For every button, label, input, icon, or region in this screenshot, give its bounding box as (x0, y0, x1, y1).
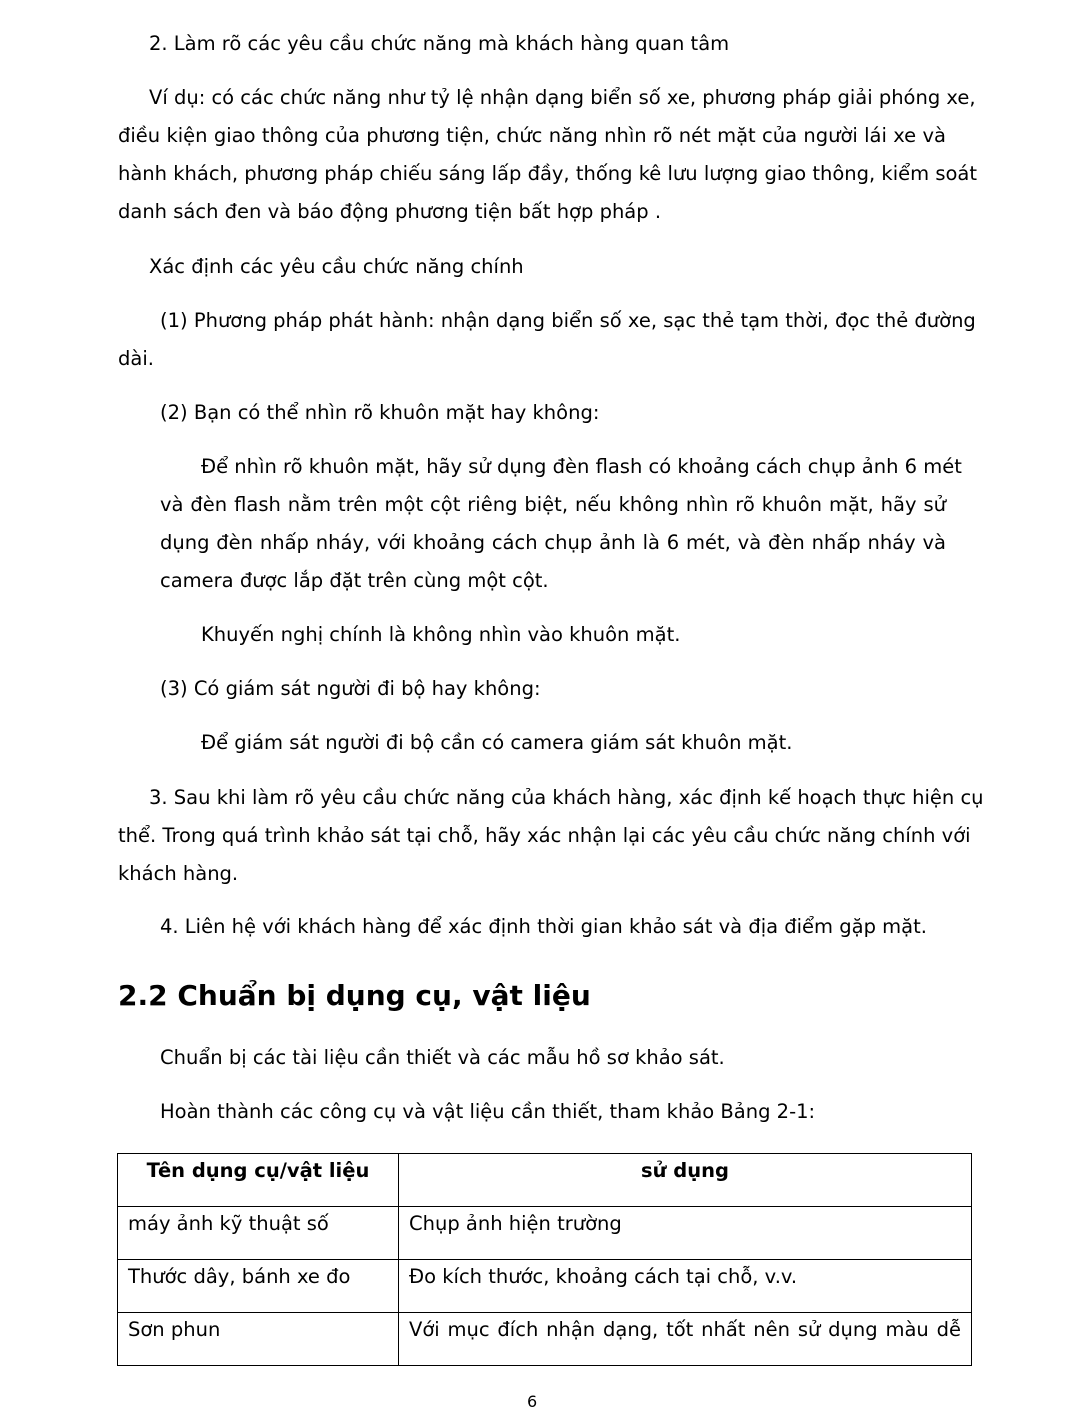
table-cell-tool: Sơn phun (118, 1313, 399, 1366)
item-3-line-1: 3. Sau khi làm rõ yêu cầu chức năng của khách hàng, xác định kế hoạch thực hiện cụ (149, 786, 984, 809)
item-3-line-2: thể. Trong quá trình khảo sát tại chỗ, hãy xác nhận lại các yêu cầu chức năng chính với (118, 824, 971, 847)
prep-docs: Chuẩn bị các tài liệu cần thiết và các mẫu hồ sơ khảo sát. (160, 1046, 725, 1069)
req2-title: (2) Bạn có thể nhìn rõ khuôn mặt hay không: (160, 401, 600, 424)
req1-line-1: (1) Phương pháp phát hành: nhận dạng biển số xe, sạc thẻ tạm thời, đọc thẻ đường (160, 309, 976, 332)
example-line-3: hành khách, phương pháp chiếu sáng lấp đầy, thống kê lưu lượng giao thông, kiểm soát (118, 162, 977, 185)
table-row (118, 1207, 972, 1260)
table-cell-usage: Đo kích thước, khoảng cách tại chỗ, v.v. (399, 1260, 972, 1313)
example-line-2: điều kiện giao thông của phương tiện, chức năng nhìn rõ nét mặt của người lái xe và (118, 124, 946, 147)
table-row (118, 1260, 972, 1313)
main-requirements: Xác định các yêu cầu chức năng chính (149, 255, 524, 278)
req2-recommendation: Khuyến nghị chính là không nhìn vào khuôn mặt. (201, 623, 681, 646)
req2-line-3: dụng đèn nhấp nháy, với khoảng cách chụp ảnh là 6 mét, và đèn nhấp nháy và (160, 531, 946, 554)
req2-line-1: Để nhìn rõ khuôn mặt, hãy sử dụng đèn flash có khoảng cách chụp ảnh 6 mét (201, 455, 962, 478)
section-heading: 2.2 Chuẩn bị dụng cụ, vật liệu (118, 979, 591, 1012)
req2-line-2: và đèn flash nằm trên một cột riêng biệt, nếu không nhìn rõ khuôn mặt, hãy sử (160, 493, 946, 516)
item-3-line-3: khách hàng. (118, 862, 239, 885)
table-cell-usage: Với mục đích nhận dạng, tốt nhất nên sử dụng màu dễ (399, 1313, 972, 1366)
req3-title: (3) Có giám sát người đi bộ hay không: (160, 677, 541, 700)
example-line-4: danh sách đen và báo động phương tiện bất hợp pháp . (118, 200, 662, 223)
table-header-tool: Tên dụng cụ/vật liệu (118, 1154, 399, 1207)
table-cell-tool: Thước dây, bánh xe đo (118, 1260, 399, 1313)
item-2-title: 2. Làm rõ các yêu cầu chức năng mà khách hàng quan tâm (149, 32, 730, 55)
req3-text: Để giám sát người đi bộ cần có camera giám sát khuôn mặt. (201, 731, 793, 754)
table-row (118, 1313, 972, 1366)
item-4: 4. Liên hệ với khách hàng để xác định thời gian khảo sát và địa điểm gặp mặt. (160, 915, 927, 938)
table-header-usage: sử dụng (399, 1154, 972, 1207)
table-header-row (118, 1154, 972, 1207)
req1-line-2: dài. (118, 347, 154, 370)
tools-table (117, 1153, 972, 1366)
req2-line-4: camera được lắp đặt trên cùng một cột. (160, 569, 549, 592)
table-cell-tool: máy ảnh kỹ thuật số (118, 1207, 399, 1260)
example-line-1: Ví dụ: có các chức năng như tỷ lệ nhận dạng biển số xe, phương pháp giải phóng xe, (149, 86, 976, 109)
table-cell-usage: Chụp ảnh hiện trường (399, 1207, 972, 1260)
page-number: 6 (527, 1392, 538, 1411)
prep-tools: Hoàn thành các công cụ và vật liệu cần thiết, tham khảo Bảng 2-1: (160, 1100, 816, 1123)
